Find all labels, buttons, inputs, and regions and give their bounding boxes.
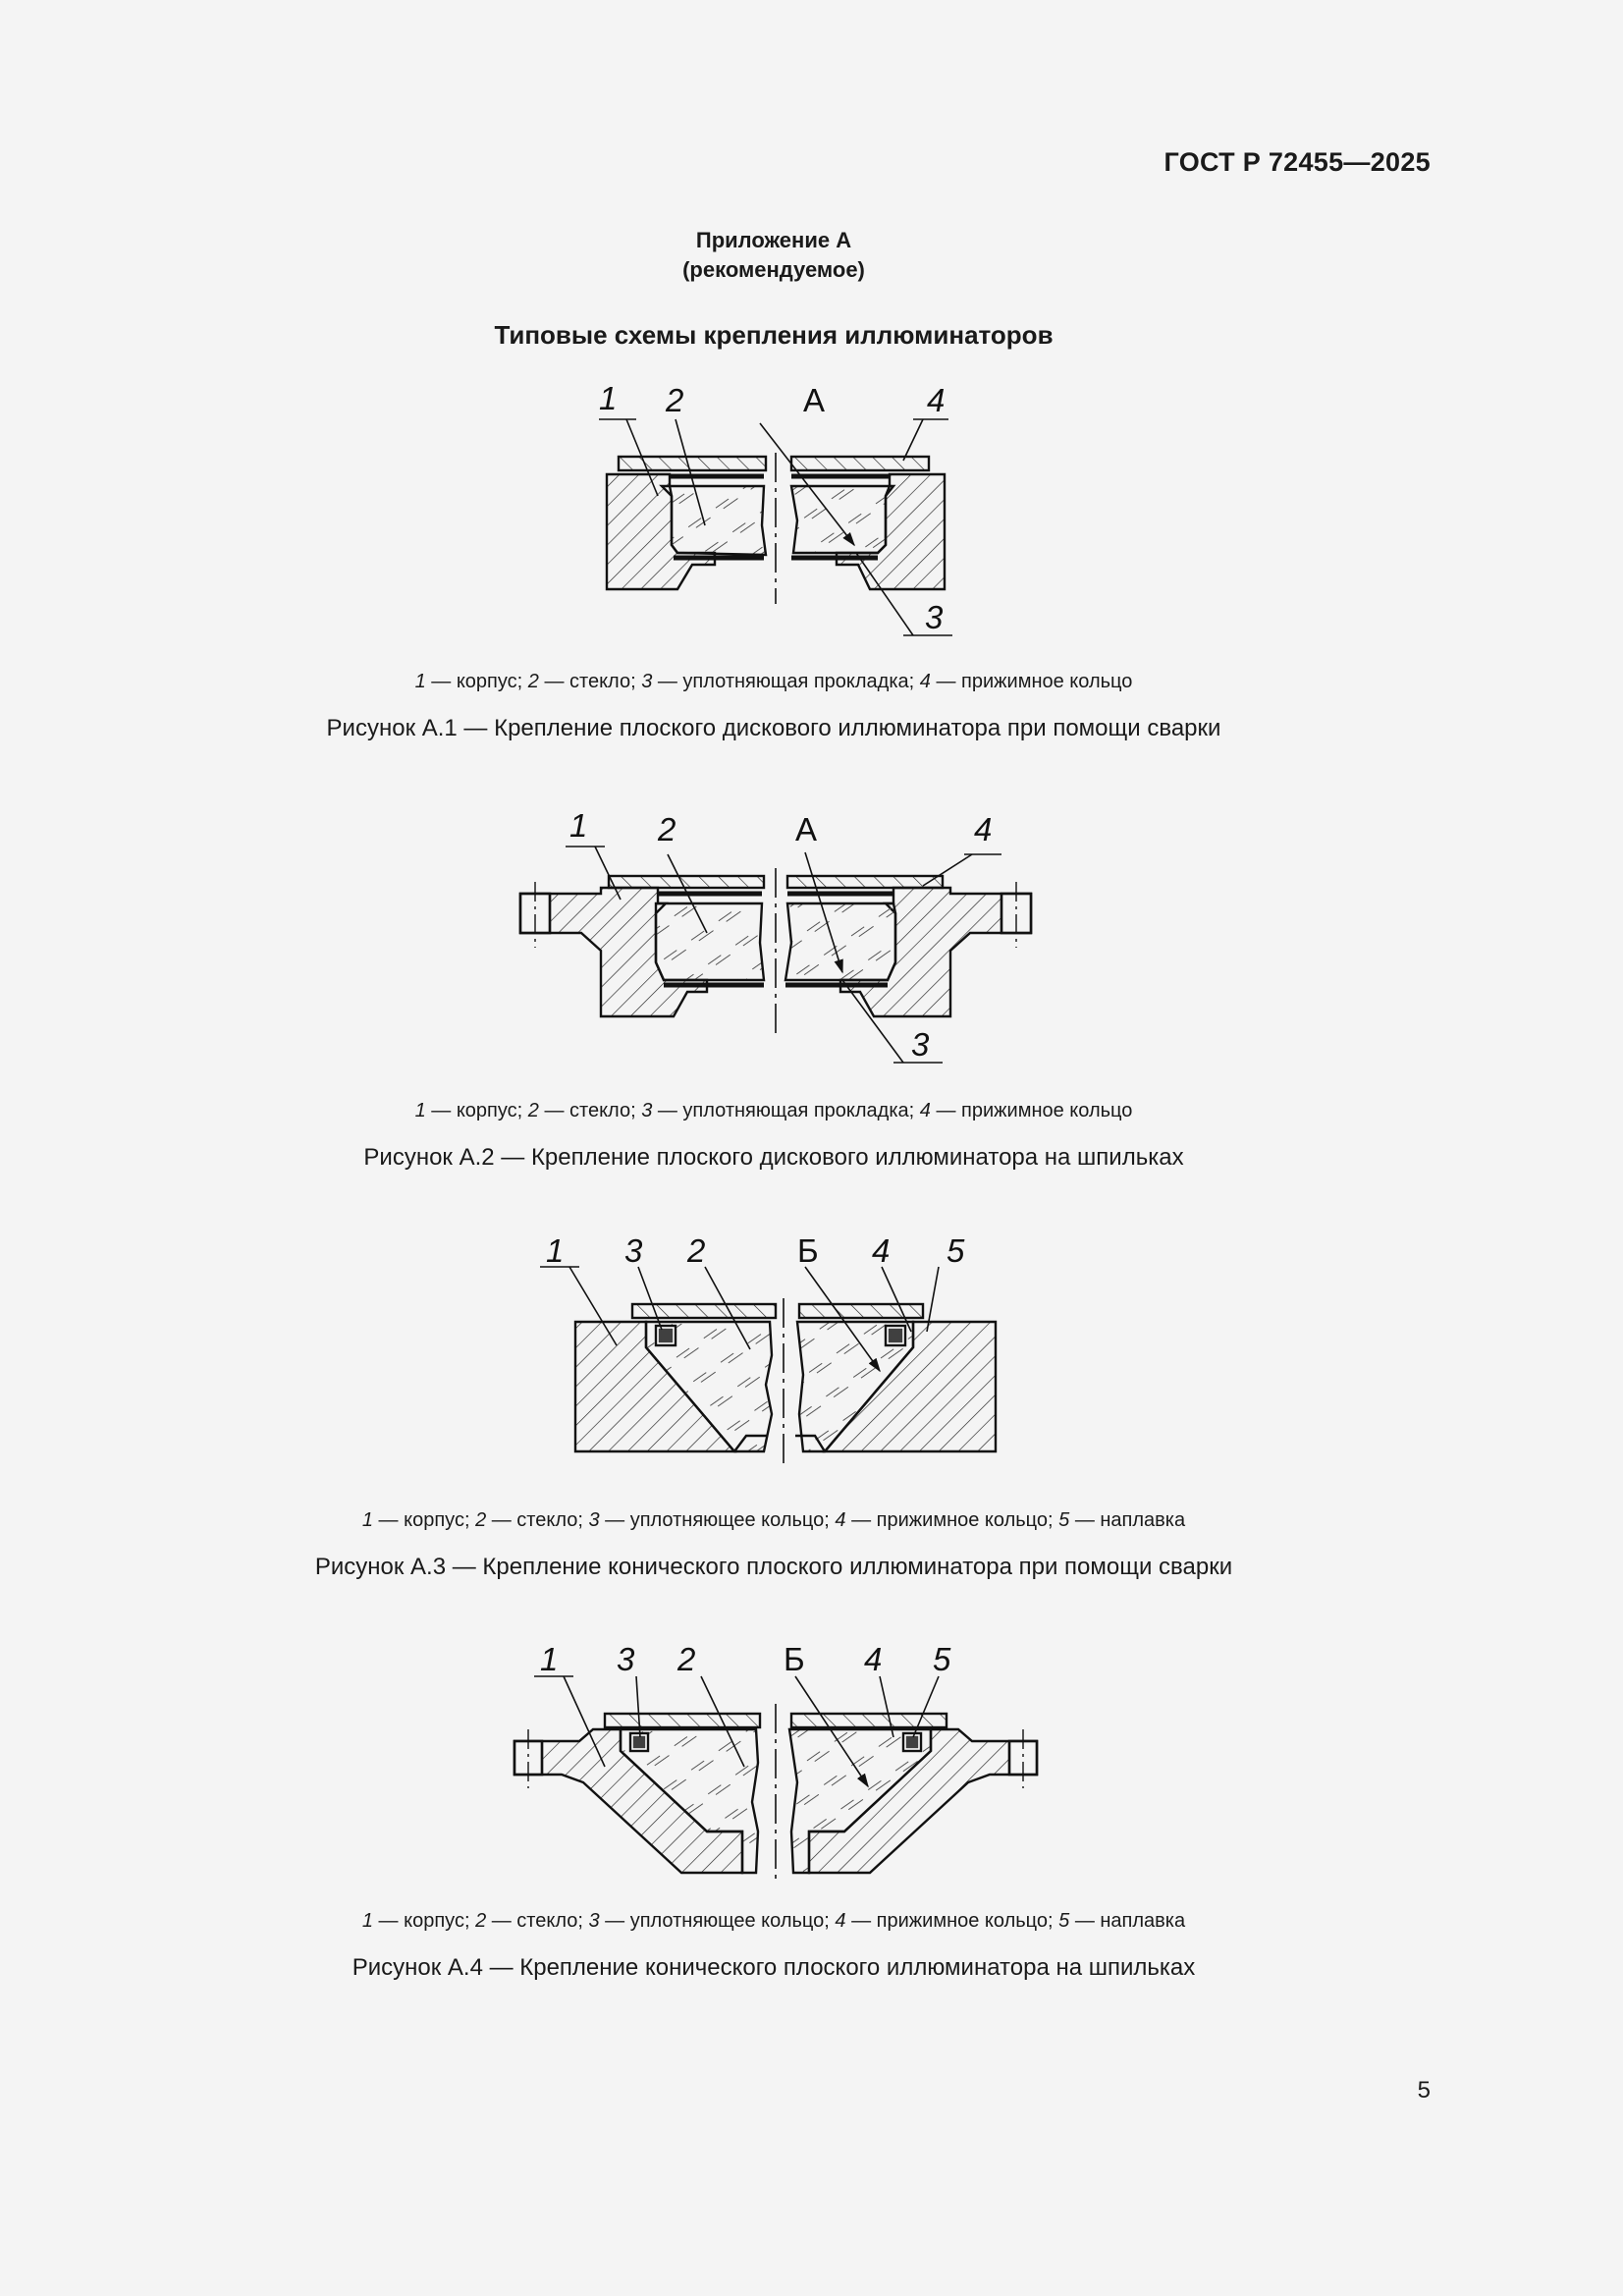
figure-a2-legend: 1 — корпус; 2 — стекло; 3 — уплотняющая прокладка; 4 — прижимное кольцо — [414, 1100, 1133, 1121]
fig2-label-a: А — [795, 811, 818, 847]
figure-a3-legend: 1 — корпус; 2 — стекло; 3 — уплотняющее кольцо; 4 — прижимное кольцо; 5 — наплавка — [361, 1509, 1186, 1531]
fig3-label-4: 4 — [872, 1232, 891, 1269]
figure-a1-caption: Рисунок А.1 — Крепление плоского дискового иллюминатора при помощи сварки — [326, 715, 1221, 741]
appendix-status: (рекомендуемое) — [682, 257, 865, 282]
figure-a4-caption: Рисунок А.4 — Крепление конического плоского иллюминатора на шпильках — [352, 1954, 1196, 1981]
fig3-label-b: Б — [797, 1232, 819, 1269]
fig2-label-3: 3 — [911, 1026, 930, 1063]
fig2-label-2: 2 — [658, 811, 676, 847]
fig1-label-1: 1 — [599, 380, 618, 416]
fig4-label-4: 4 — [864, 1641, 883, 1677]
figure-a4-drawing — [511, 1635, 1041, 1881]
fig1-label-a: А — [803, 382, 826, 418]
fig4-label-2: 2 — [677, 1641, 696, 1677]
page-number: 5 — [1417, 2077, 1431, 2104]
appendix-title: Приложение А — [695, 228, 852, 252]
fig2-label-1: 1 — [569, 807, 588, 844]
figure-a2-drawing — [511, 805, 1041, 1070]
fig4-label-1: 1 — [540, 1641, 559, 1677]
fig4-label-b: Б — [784, 1641, 805, 1677]
fig3-label-2: 2 — [687, 1232, 706, 1269]
fig1-label-4: 4 — [927, 382, 946, 418]
fig3-label-3: 3 — [624, 1232, 643, 1269]
document-code: ГОСТ Р 72455—2025 — [1163, 147, 1431, 177]
figure-a1-drawing — [579, 378, 982, 643]
figure-a3-caption: Рисунок А.3 — Крепление конического плоского иллюминатора при помощи сварки — [314, 1554, 1233, 1580]
figure-a1-legend: 1 — корпус; 2 — стекло; 3 — уплотняющая прокладка; 4 — прижимное кольцо — [414, 671, 1133, 692]
figure-a2-caption: Рисунок А.2 — Крепление плоского дискового иллюминатора на шпильках — [363, 1144, 1184, 1171]
fig4-label-5: 5 — [933, 1641, 951, 1677]
figure-a3-drawing — [540, 1228, 1011, 1473]
fig2-label-4: 4 — [974, 811, 993, 847]
fig4-label-3: 3 — [617, 1641, 635, 1677]
fig3-label-1: 1 — [546, 1232, 565, 1269]
fig3-label-5: 5 — [947, 1232, 965, 1269]
section-title: Типовые схемы крепления иллюминаторов — [494, 320, 1054, 350]
fig1-label-2: 2 — [666, 382, 684, 418]
fig1-label-3: 3 — [925, 599, 944, 635]
figure-a4-legend: 1 — корпус; 2 — стекло; 3 — уплотняющее кольцо; 4 — прижимное кольцо; 5 — наплавка — [361, 1910, 1186, 1932]
